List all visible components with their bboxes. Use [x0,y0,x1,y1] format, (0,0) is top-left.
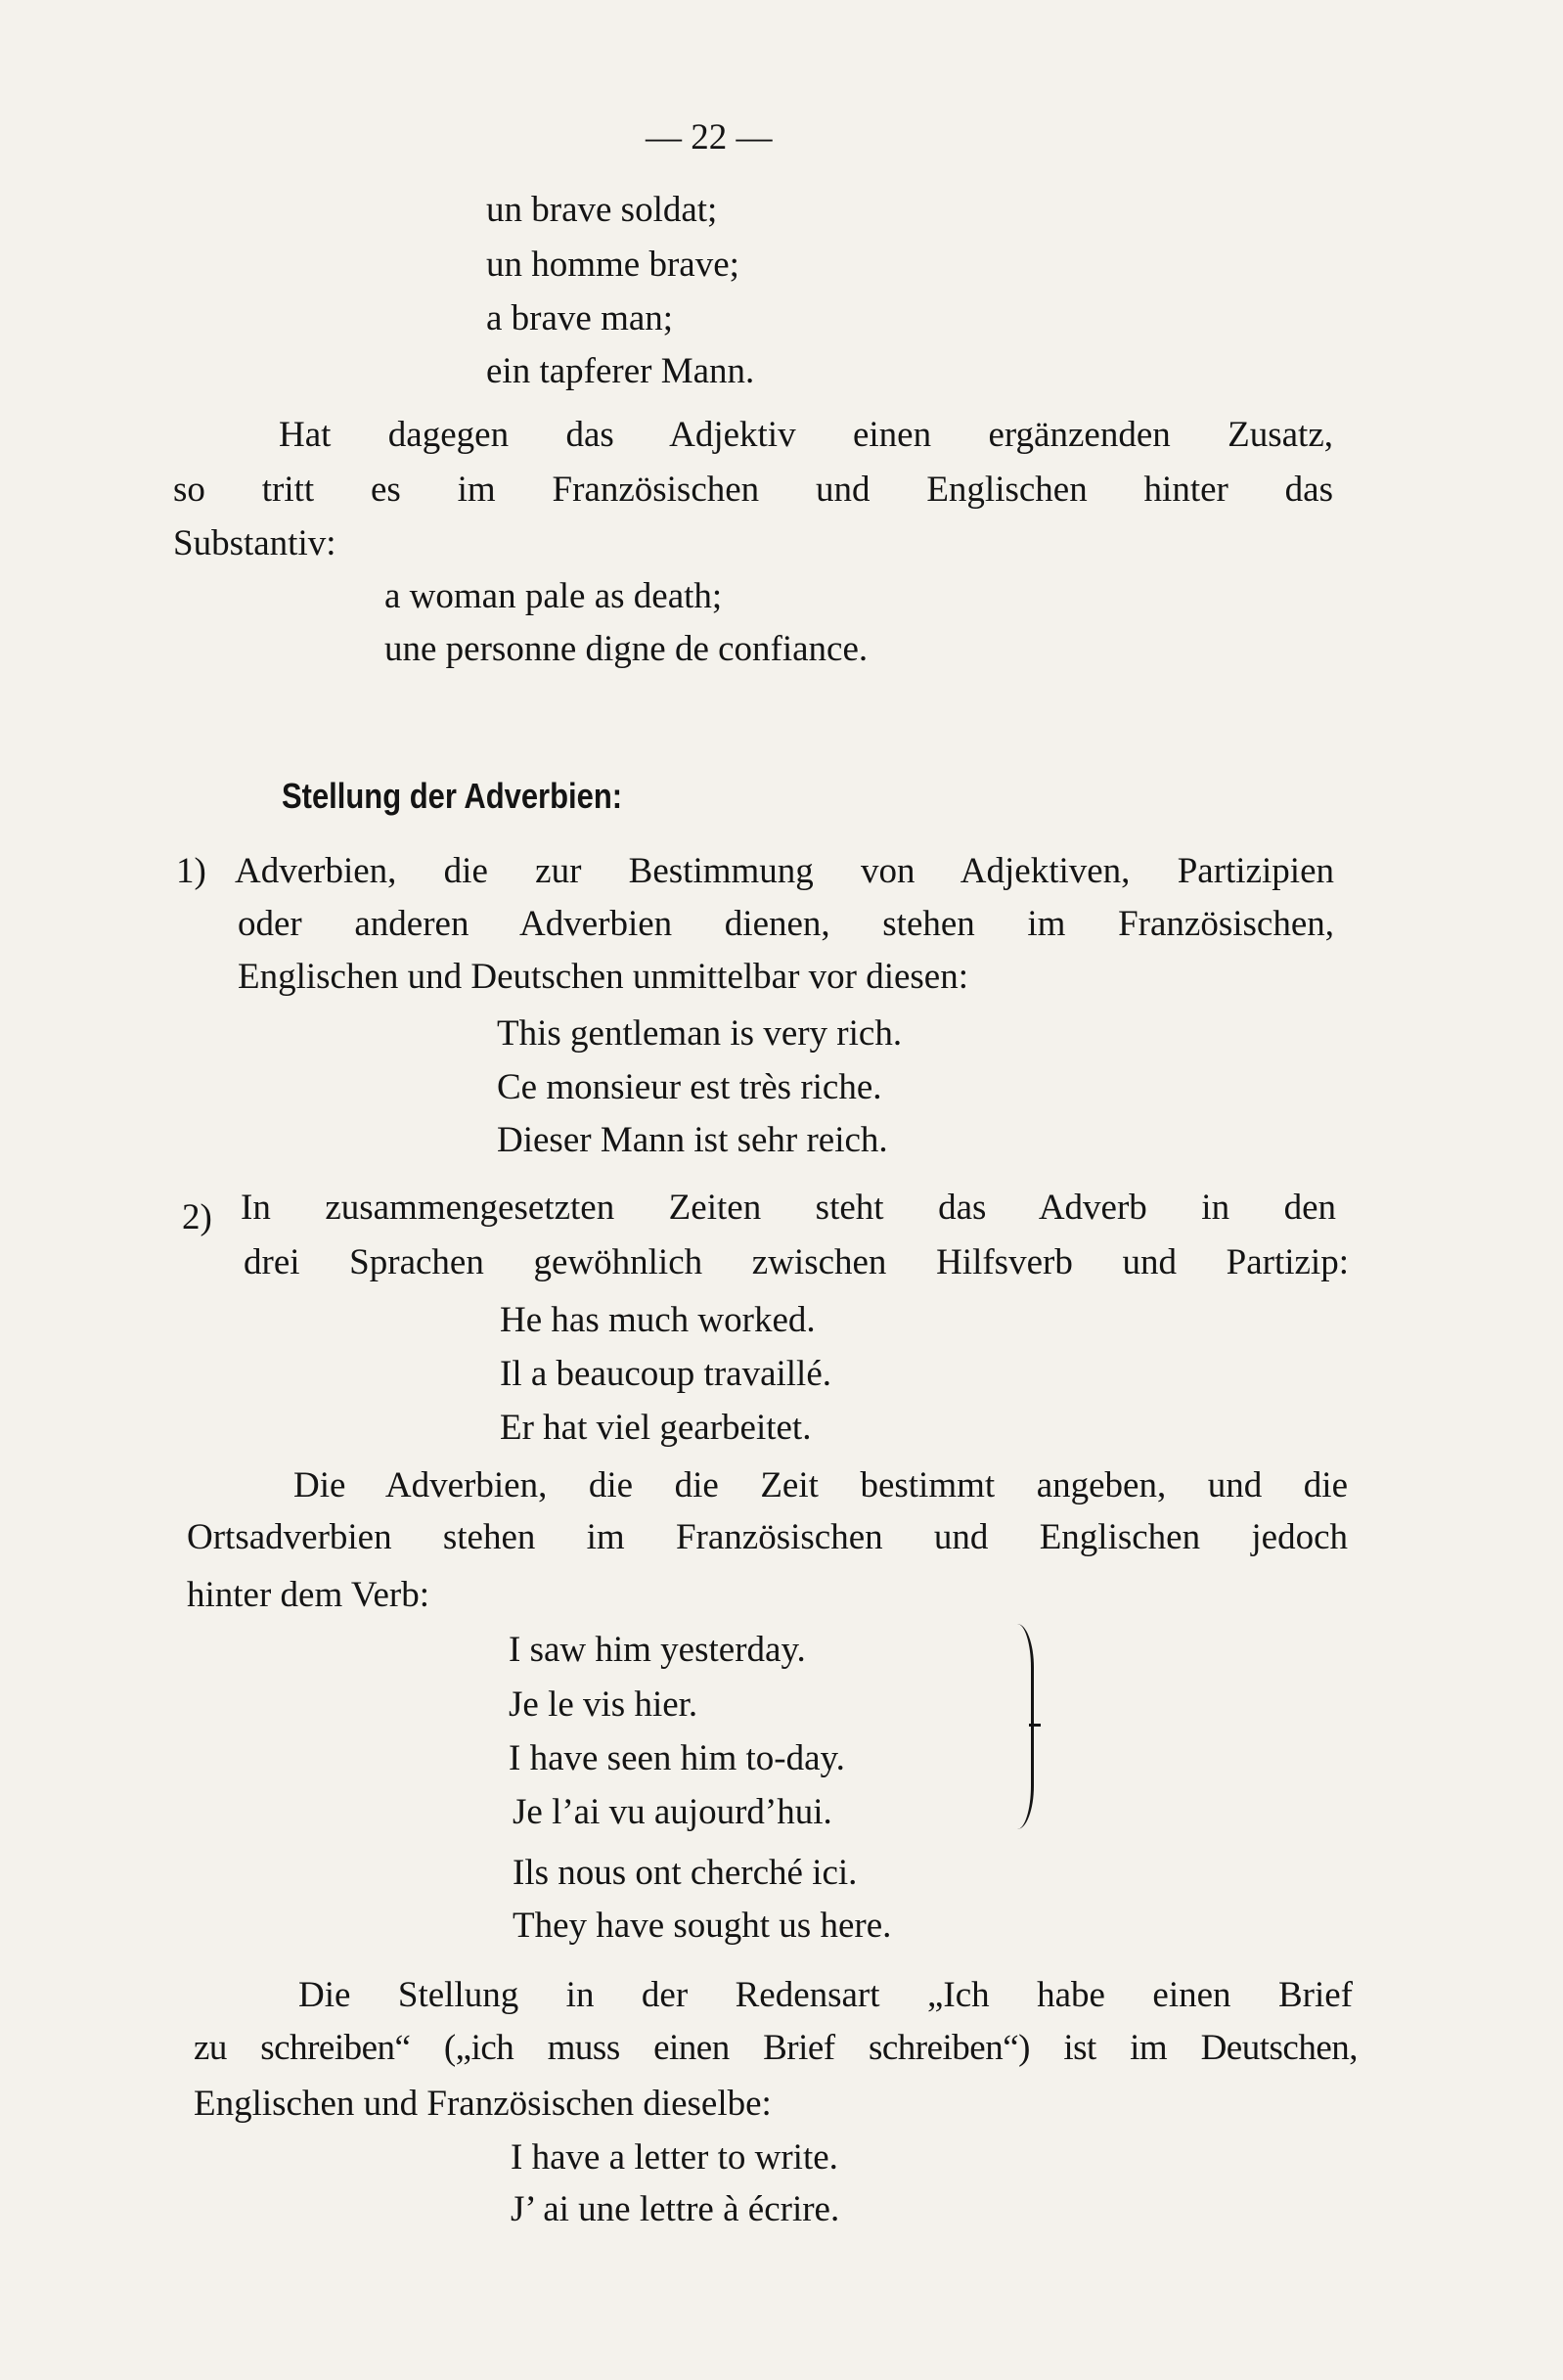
paragraph-line: hinter dem Verb: [187,1575,429,1615]
example-line: J’ ai une lettre à écrire. [511,2189,840,2229]
paragraph-line: Die Stellung in der Redensart „Ich habe einen Brief [298,1975,1353,2015]
example-line: a brave man; [486,298,674,338]
example-line: He has much worked. [500,1300,816,1340]
paragraph-line: Die Adverbien, die die Zeit bestimmt angeben, und die [293,1465,1348,1505]
list-number: 1) [176,851,206,891]
example-line: Je l’ai vu aujourd’hui. [513,1792,832,1832]
list-item-line: drei Sprachen gewöhnlich zwischen Hilfsverb und Partizip: [244,1242,1349,1282]
example-line: ein tapferer Mann. [486,351,755,391]
paragraph-line: so tritt es im Französischen und Englischen hinter das [173,470,1333,510]
example-line: a woman pale as death; [384,576,723,616]
list-item-line: oder anderen Adverbien dienen, stehen im Französischen, [238,904,1334,944]
paragraph-line: Hat dagegen das Adjektiv einen ergänzenden Zusatz, [279,415,1333,455]
example-line: I saw him yesterday. [509,1630,806,1670]
example-line: Je le vis hier. [509,1684,698,1725]
example-line: I have a letter to write. [511,2137,838,2178]
list-item-line: Adverbien, die zur Bestimmung von Adjektiven, Partizipien [235,851,1334,891]
example-line: un homme brave; [486,245,739,285]
list-item-line: In zusammengesetzten Zeiten steht das Adverb in den [241,1188,1336,1228]
paragraph-line: Englischen und Französischen dieselbe: [194,2084,772,2124]
example-line: Ce monsieur est très riche. [497,1067,882,1107]
example-line: Dieser Mann ist sehr reich. [497,1120,888,1160]
example-line: un brave soldat; [486,190,718,230]
page-number: — 22 — [646,117,773,157]
list-item-line: Englischen und Deutschen unmittelbar vor diesen: [238,957,969,997]
example-line: I have seen him to-day. [509,1738,845,1778]
curly-brace [1017,1624,1034,1829]
example-line: Il a beaucoup travaillé. [500,1354,831,1394]
list-number: 2) [182,1197,212,1237]
section-heading: Stellung der Adverbien: [282,776,623,816]
curly-brace-tip [1029,1724,1041,1727]
example-line: This gentleman is very rich. [497,1013,903,1054]
example-line: Er hat viel gearbeitet. [500,1408,812,1448]
example-line: Ils nous ont cherché ici. [513,1853,858,1893]
paragraph-line: Substantiv: [173,523,336,563]
paragraph-line: zu schreiben“ („ich muss einen Brief schreiben“) ist im Deutschen, [194,2028,1358,2068]
example-line: They have sought us here. [513,1906,892,1946]
paragraph-line: Ortsadverbien stehen im Französischen und Englischen jedoch [187,1517,1348,1557]
example-line: une personne digne de confiance. [384,629,869,669]
